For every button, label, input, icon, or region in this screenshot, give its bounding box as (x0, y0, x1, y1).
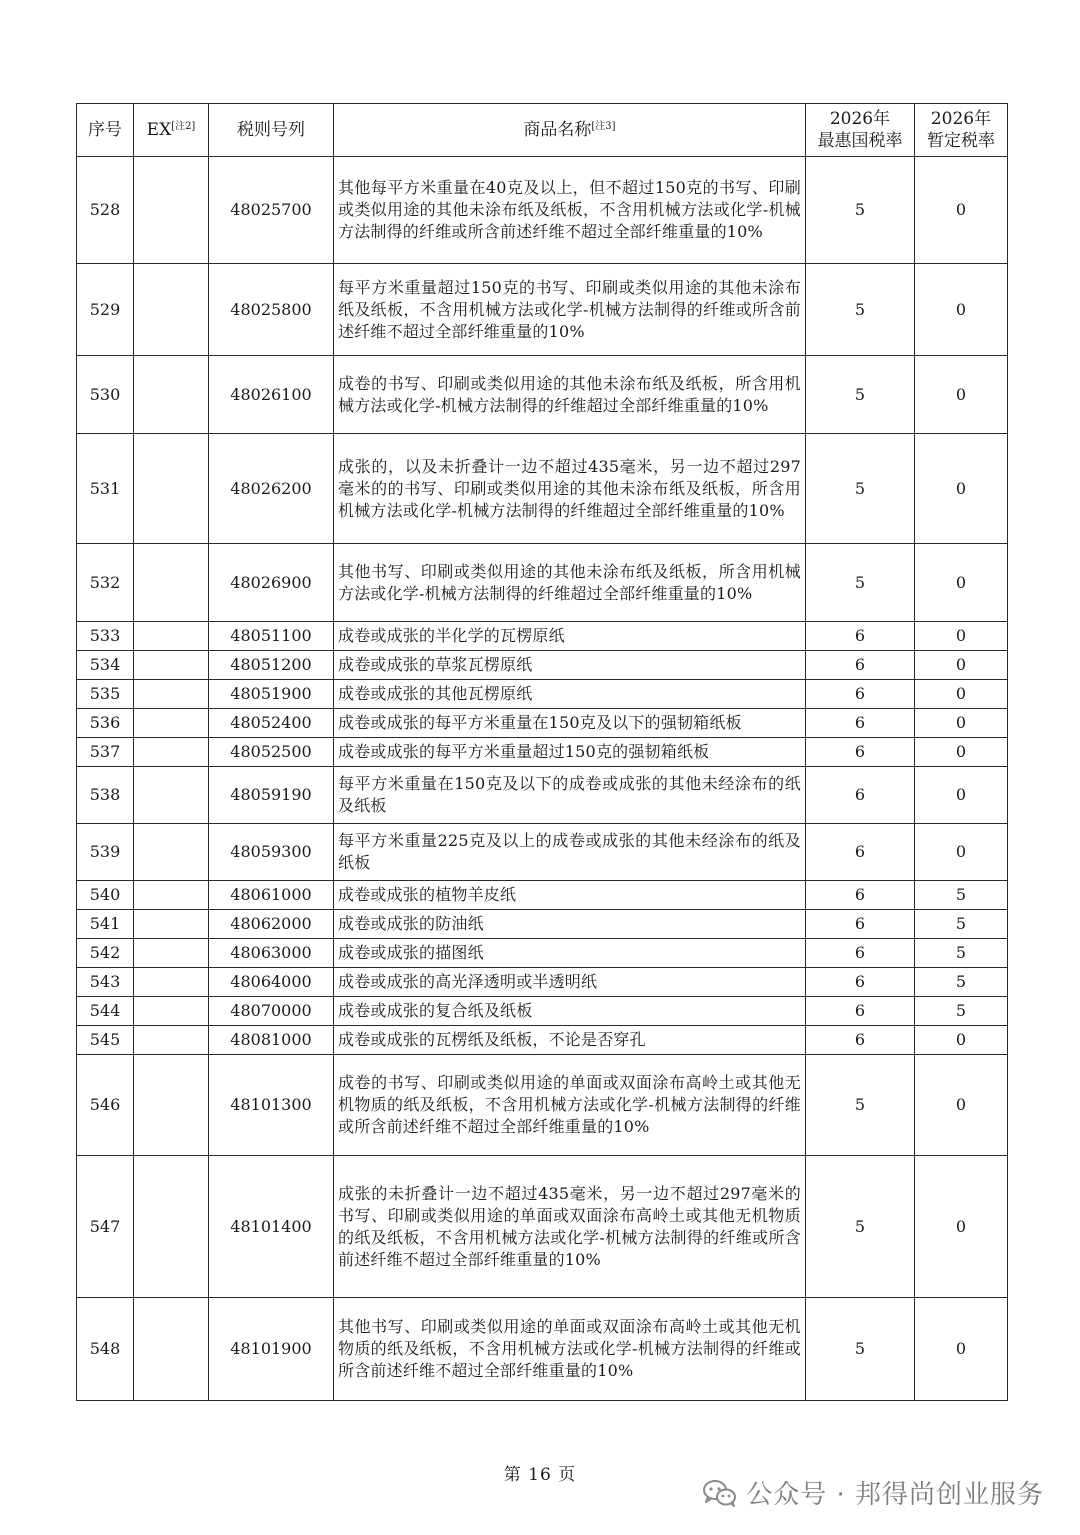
table-row (77, 264, 1008, 356)
cell-code: 48070000 (209, 997, 334, 1026)
cell-code: 48052500 (209, 738, 334, 767)
cell-code: 48059300 (209, 824, 334, 881)
ex-note: [注2] (171, 121, 196, 132)
cell-prov: 0 (915, 680, 1008, 709)
table-row (77, 651, 1008, 680)
cell-seq: 533 (77, 622, 134, 651)
cell-mfn: 6 (806, 824, 915, 881)
cell-mfn: 6 (806, 622, 915, 651)
table-row (77, 1298, 1008, 1401)
header-seq: 序号 (77, 104, 134, 157)
cell-code: 48101900 (209, 1298, 334, 1401)
table-body (77, 157, 1008, 1401)
cell-code: 48063000 (209, 939, 334, 968)
cell-code: 48026900 (209, 544, 334, 622)
cell-ex (134, 968, 209, 997)
cell-mfn: 6 (806, 910, 915, 939)
cell-ex (134, 997, 209, 1026)
cell-mfn: 6 (806, 939, 915, 968)
cell-name: 成卷或成张的每平方米重量超过150克的强韧箱纸板 (334, 738, 806, 767)
table-row (77, 968, 1008, 997)
cell-ex (134, 651, 209, 680)
cell-name: 成张的，以及未折叠计一边不超过435毫米，另一边不超过297毫米的的书写、印刷或类似用途的其他未涂布纸及纸板，所含用机械方法或化学-机械方法制得的纤维超过全部纤维重量的10% (334, 434, 806, 544)
table-row (77, 434, 1008, 544)
cell-prov: 0 (915, 544, 1008, 622)
cell-mfn: 6 (806, 997, 915, 1026)
cell-prov: 0 (915, 738, 1008, 767)
cell-code: 48026100 (209, 356, 334, 434)
cell-mfn: 6 (806, 651, 915, 680)
cell-ex (134, 709, 209, 738)
table-row (77, 544, 1008, 622)
page-number: 第 16 页 (503, 1465, 577, 1485)
table-row (77, 738, 1008, 767)
cell-name: 成卷或成张的半化学的瓦楞原纸 (334, 622, 806, 651)
cell-mfn: 5 (806, 434, 915, 544)
cell-prov: 0 (915, 356, 1008, 434)
cell-ex (134, 824, 209, 881)
cell-code: 48062000 (209, 910, 334, 939)
cell-code: 48051200 (209, 651, 334, 680)
cell-prov: 0 (915, 1026, 1008, 1055)
tariff-table (76, 103, 1008, 1401)
cell-mfn: 6 (806, 767, 915, 824)
cell-prov: 0 (915, 622, 1008, 651)
cell-name: 成张的未折叠计一边不超过435毫米，另一边不超过297毫米的书写、印刷或类似用途的单面或双面涂布高岭土或其他无机物质的纸及纸板，不含用机械方法或化学-机械方法制得的纤维或所含前述纤维不超过全部纤维重量的10% (334, 1156, 806, 1298)
cell-seq: 545 (77, 1026, 134, 1055)
cell-ex (134, 1026, 209, 1055)
cell-ex (134, 939, 209, 968)
cell-ex (134, 1156, 209, 1298)
cell-name: 每平方米重量在150克及以下的成卷或成张的其他未经涂布的纸及纸板 (334, 767, 806, 824)
cell-seq: 537 (77, 738, 134, 767)
cell-seq: 531 (77, 434, 134, 544)
cell-prov: 5 (915, 881, 1008, 910)
cell-mfn: 5 (806, 1156, 915, 1298)
cell-name: 其他书写、印刷或类似用途的其他未涂布纸及纸板，所含用机械方法或化学-机械方法制得的纤维超过全部纤维重量的10% (334, 544, 806, 622)
cell-prov: 0 (915, 434, 1008, 544)
cell-mfn: 5 (806, 544, 915, 622)
cell-code: 48101300 (209, 1055, 334, 1156)
table-row (77, 1055, 1008, 1156)
cell-ex (134, 1055, 209, 1156)
cell-code: 48052400 (209, 709, 334, 738)
cell-seq: 538 (77, 767, 134, 824)
cell-name: 其他每平方米重量在40克及以上，但不超过150克的书写、印刷或类似用途的其他未涂布纸及纸板，不含用机械方法或化学-机械方法制得的纤维或所含前述纤维不超过全部纤维重量的10% (334, 157, 806, 264)
cell-prov: 0 (915, 157, 1008, 264)
watermark (702, 1474, 1044, 1511)
cell-prov: 0 (915, 824, 1008, 881)
cell-code: 48059190 (209, 767, 334, 824)
cell-seq: 547 (77, 1156, 134, 1298)
cell-seq: 544 (77, 997, 134, 1026)
cell-name: 成卷或成张的防油纸 (334, 910, 806, 939)
cell-ex (134, 738, 209, 767)
cell-name: 成卷或成张的瓦楞纸及纸板，不论是否穿孔 (334, 1026, 806, 1055)
cell-prov: 5 (915, 939, 1008, 968)
cell-ex (134, 881, 209, 910)
cell-seq: 540 (77, 881, 134, 910)
cell-code: 48101400 (209, 1156, 334, 1298)
cell-ex (134, 910, 209, 939)
cell-mfn: 5 (806, 264, 915, 356)
cell-seq: 530 (77, 356, 134, 434)
cell-seq: 542 (77, 939, 134, 968)
cell-seq: 536 (77, 709, 134, 738)
cell-seq: 529 (77, 264, 134, 356)
table-row (77, 881, 1008, 910)
cell-ex (134, 434, 209, 544)
cell-code: 48026200 (209, 434, 334, 544)
table-row (77, 157, 1008, 264)
cell-prov: 0 (915, 651, 1008, 680)
cell-seq: 541 (77, 910, 134, 939)
cell-code: 48051900 (209, 680, 334, 709)
cell-seq: 539 (77, 824, 134, 881)
cell-ex (134, 544, 209, 622)
cell-prov: 0 (915, 709, 1008, 738)
table-row (77, 1156, 1008, 1298)
table-header-row (77, 104, 1008, 157)
cell-code: 48025800 (209, 264, 334, 356)
cell-seq: 534 (77, 651, 134, 680)
cell-ex (134, 356, 209, 434)
header-mfn-rate: 2026年 最惠国税率 (806, 104, 915, 157)
cell-code: 48025700 (209, 157, 334, 264)
cell-ex (134, 680, 209, 709)
table-row (77, 709, 1008, 738)
header-name: 商品名称[注3] (334, 104, 806, 157)
cell-prov: 0 (915, 767, 1008, 824)
cell-name: 每平方米重量超过150克的书写、印刷或类似用途的其他未涂布纸及纸板，不含用机械方法或化学-机械方法制得的纤维或所含前述纤维不超过全部纤维重量的10% (334, 264, 806, 356)
cell-prov: 0 (915, 1298, 1008, 1401)
cell-seq: 548 (77, 1298, 134, 1401)
table-row (77, 910, 1008, 939)
cell-name: 成卷或成张的植物羊皮纸 (334, 881, 806, 910)
table-row (77, 824, 1008, 881)
cell-seq: 532 (77, 544, 134, 622)
table-row (77, 767, 1008, 824)
cell-ex (134, 157, 209, 264)
cell-seq: 535 (77, 680, 134, 709)
wechat-icon (702, 1478, 738, 1508)
cell-mfn: 6 (806, 881, 915, 910)
cell-prov: 0 (915, 1156, 1008, 1298)
cell-mfn: 5 (806, 1298, 915, 1401)
cell-prov: 0 (915, 264, 1008, 356)
cell-name: 成卷的书写、印刷或类似用途的其他未涂布纸及纸板，所含用机械方法或化学-机械方法制得的纤维超过全部纤维重量的10% (334, 356, 806, 434)
name-note: [注3] (591, 121, 616, 132)
table-row (77, 1026, 1008, 1055)
cell-code: 48081000 (209, 1026, 334, 1055)
cell-name: 成卷或成张的每平方米重量在150克及以下的强韧箱纸板 (334, 709, 806, 738)
cell-name: 成卷或成张的其他瓦楞原纸 (334, 680, 806, 709)
cell-ex (134, 264, 209, 356)
cell-code: 48061000 (209, 881, 334, 910)
cell-prov: 5 (915, 968, 1008, 997)
cell-name: 成卷或成张的复合纸及纸板 (334, 997, 806, 1026)
watermark-text: 公众号 · 邦得尚创业服务 (746, 1480, 1044, 1510)
cell-ex (134, 622, 209, 651)
cell-seq: 546 (77, 1055, 134, 1156)
cell-name: 成卷或成张的高光泽透明或半透明纸 (334, 968, 806, 997)
cell-code: 48064000 (209, 968, 334, 997)
cell-name: 成卷或成张的描图纸 (334, 939, 806, 968)
cell-name: 其他书写、印刷或类似用途的单面或双面涂布高岭土或其他无机物质的纸及纸板，不含用机械方法或化学-机械方法制得的纤维或所含前述纤维不超过全部纤维重量的10% (334, 1298, 806, 1401)
cell-prov: 5 (915, 997, 1008, 1026)
header-ex: EX[注2] (134, 104, 209, 157)
cell-prov: 0 (915, 1055, 1008, 1156)
cell-mfn: 5 (806, 1055, 915, 1156)
cell-seq: 543 (77, 968, 134, 997)
cell-mfn: 6 (806, 680, 915, 709)
cell-name: 成卷或成张的草浆瓦楞原纸 (334, 651, 806, 680)
cell-seq: 528 (77, 157, 134, 264)
header-code: 税则号列 (209, 104, 334, 157)
cell-mfn: 6 (806, 1026, 915, 1055)
cell-code: 48051100 (209, 622, 334, 651)
cell-name: 成卷的书写、印刷或类似用途的单面或双面涂布高岭土或其他无机物质的纸及纸板，不含用机械方法或化学-机械方法制得的纤维或所含前述纤维不超过全部纤维重量的10% (334, 1055, 806, 1156)
cell-mfn: 6 (806, 709, 915, 738)
cell-mfn: 5 (806, 356, 915, 434)
table-row (77, 622, 1008, 651)
table-row (77, 356, 1008, 434)
header-provisional-rate: 2026年 暂定税率 (915, 104, 1008, 157)
cell-prov: 5 (915, 910, 1008, 939)
table-row (77, 939, 1008, 968)
table-row (77, 680, 1008, 709)
cell-mfn: 5 (806, 157, 915, 264)
cell-mfn: 6 (806, 968, 915, 997)
cell-ex (134, 1298, 209, 1401)
table-row (77, 997, 1008, 1026)
cell-mfn: 6 (806, 738, 915, 767)
cell-name: 每平方米重量225克及以上的成卷或成张的其他未经涂布的纸及纸板 (334, 824, 806, 881)
cell-ex (134, 767, 209, 824)
